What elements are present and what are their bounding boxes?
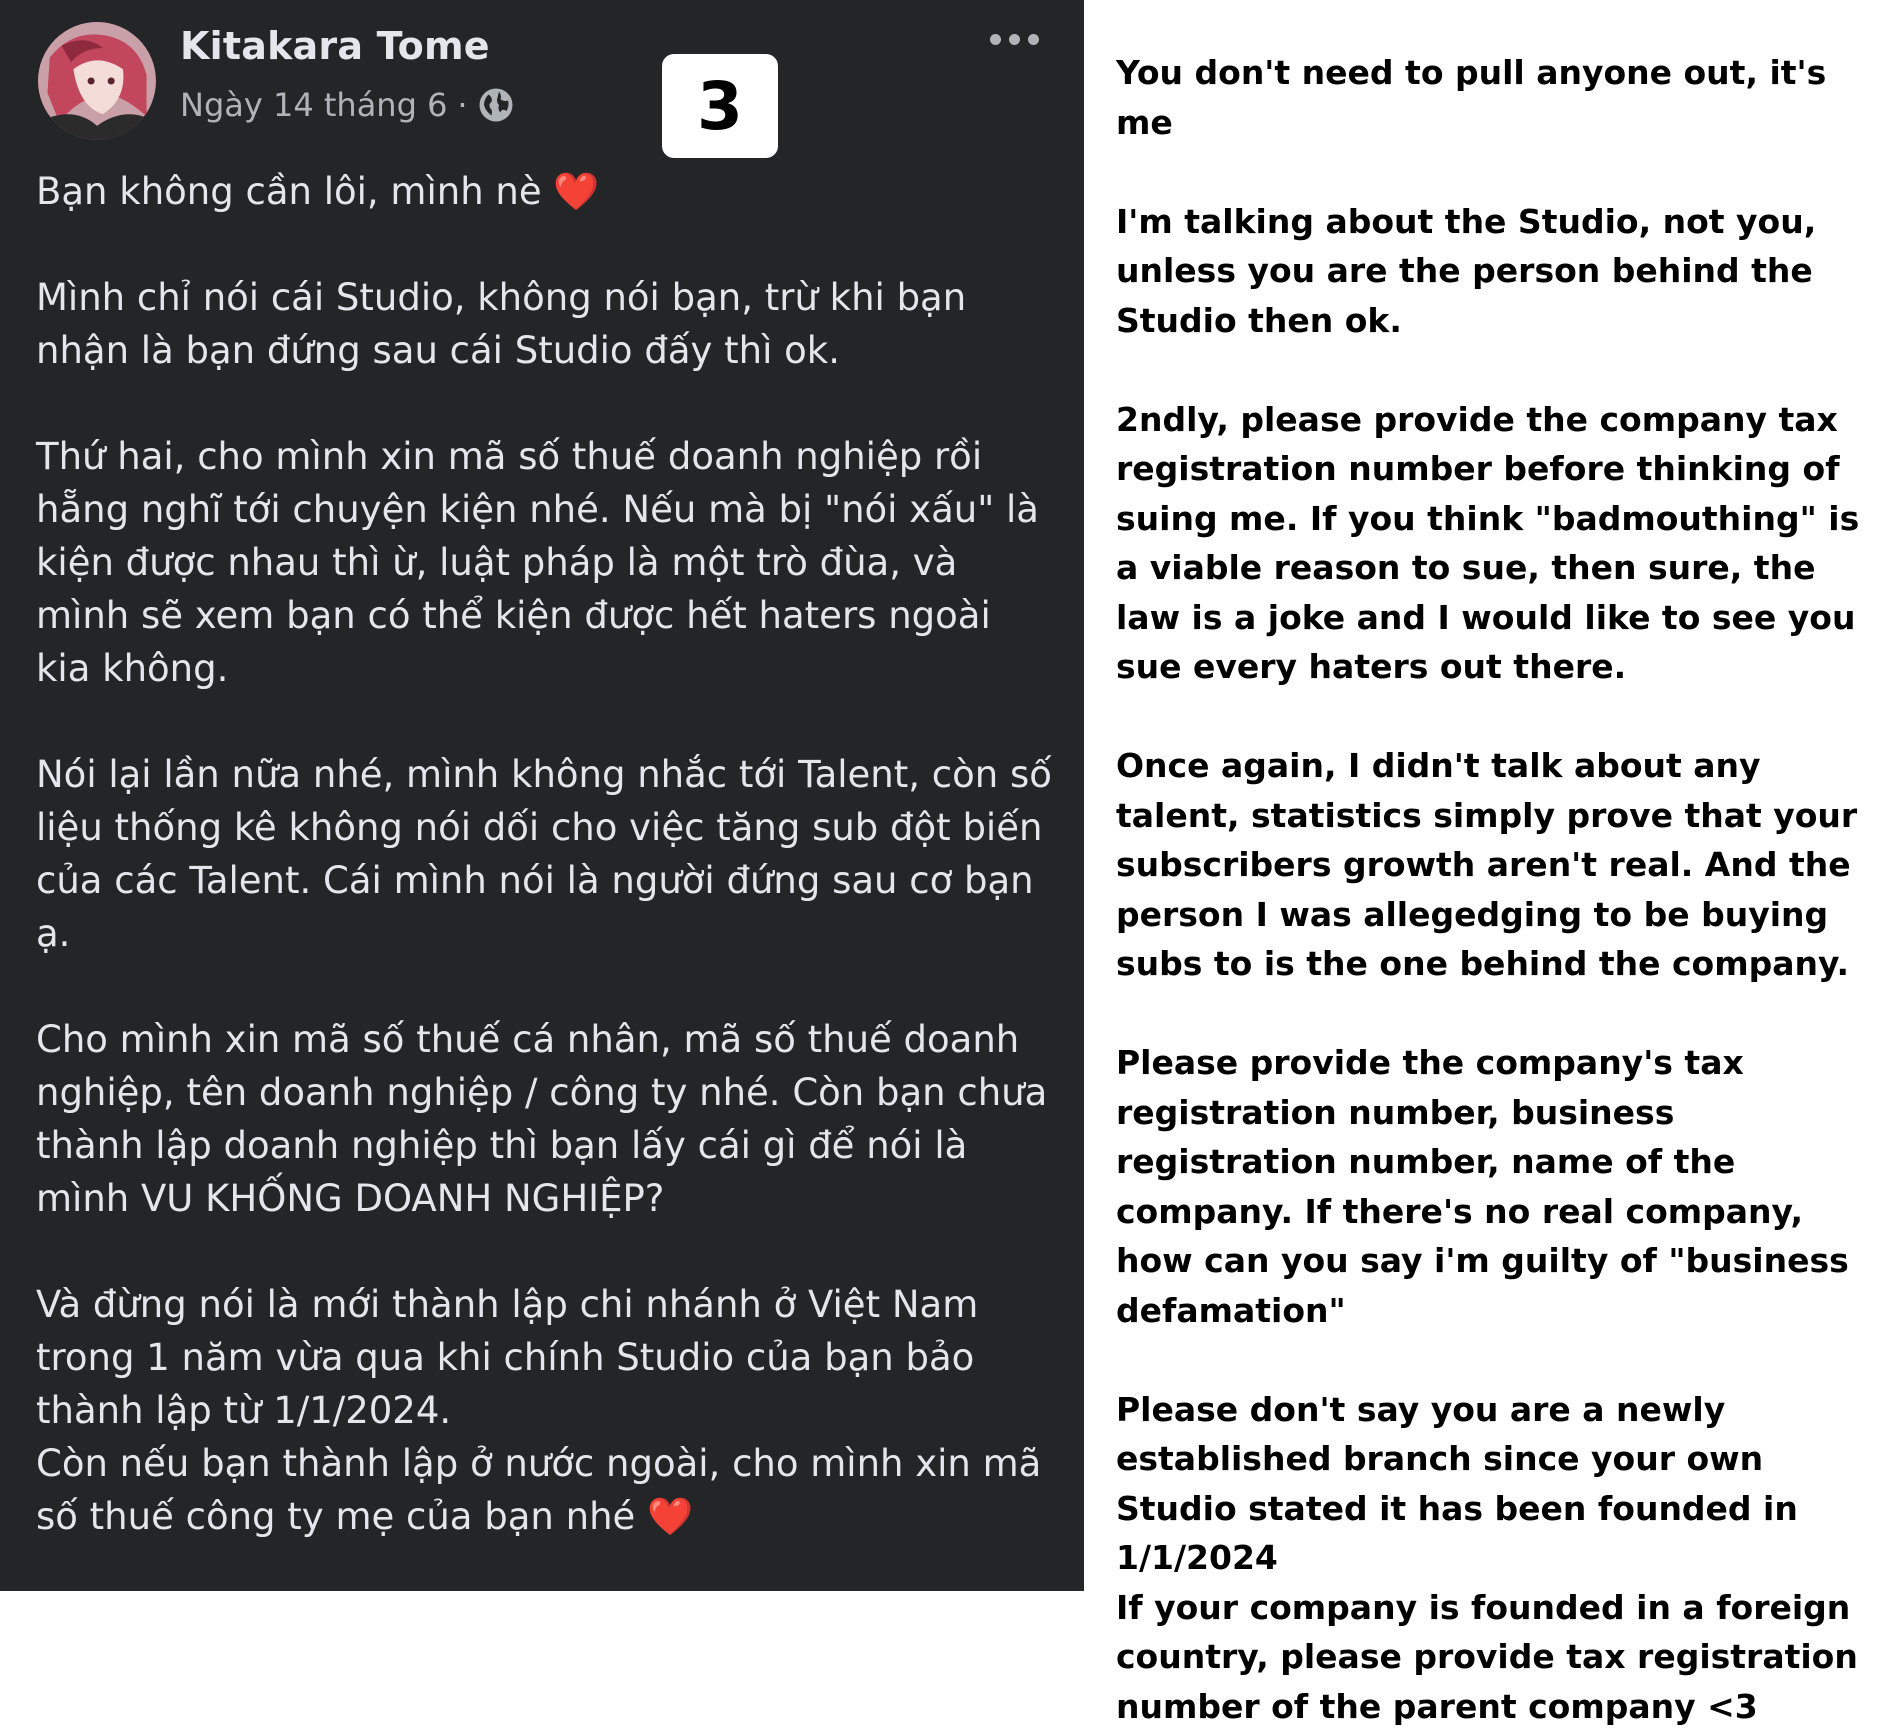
heart-emoji: ❤️ xyxy=(647,1495,693,1538)
english-translation xyxy=(1116,48,1876,1731)
post-meta xyxy=(180,86,514,124)
translation-paragraph: Please don't say you are a newly established branch since your own Studio stated it has been founded in 1/1/2024 xyxy=(1116,1385,1876,1583)
more-dot xyxy=(990,34,1001,45)
post-paragraph: Thứ hai, cho mình xin mã số thuế doanh nghiệp rồi hẵng nghĩ tới chuyện kiện nhé. Nếu mà bị "nói xấu" là kiện được nhau thì ừ, luật pháp là một trò đùa, và mình sẽ xem bạn có thể kiện được hết haters ngoài kia không. xyxy=(36,430,1056,695)
avatar-image xyxy=(38,22,156,140)
more-dot xyxy=(1028,34,1039,45)
translation-paragraph: I'm talking about the Studio, not you, unless you are the person behind the Studio then ok. xyxy=(1116,197,1876,346)
globe-icon[interactable] xyxy=(478,87,514,123)
post-paragraph: Mình chỉ nói cái Studio, không nói bạn, trừ khi bạn nhận là bạn đứng sau cái Studio đấy thì ok. xyxy=(36,271,1056,377)
translation-paragraph: Please provide the company's tax registration number, business registration number, name of the company. If there's no real company, how can you say i'm guilty of "business defamation" xyxy=(1116,1038,1876,1335)
post-paragraph: Và đừng nói là mới thành lập chi nhánh ở Việt Nam trong 1 năm vừa qua khi chính Studio của bạn bảo thành lập từ 1/1/2024. xyxy=(36,1278,1056,1437)
translation-paragraph: You don't need to pull anyone out, it's me xyxy=(1116,48,1876,147)
post-body xyxy=(36,165,1056,1543)
translation-paragraph: If your company is founded in a foreign country, please provide tax registration number of the parent company <3 xyxy=(1116,1583,1876,1731)
translation-paragraph: 2ndly, please provide the company tax registration number before thinking of suing me. If you think "badmouthing" is a viable reason to sue, then sure, the law is a joke and I would like to see you sue every haters out there. xyxy=(1116,395,1876,692)
post-paragraph: Cho mình xin mã số thuế cá nhân, mã số thuế doanh nghiệp, tên doanh nghiệp / công ty nhé. Còn bạn chưa thành lập doanh nghiệp thì bạn lấy cái gì để nói là mình VU KHỐNG DOANH NGHIỆP? xyxy=(36,1013,1056,1225)
image-number-badge: 3 xyxy=(662,54,778,158)
post-paragraph: Còn nếu bạn thành lập ở nước ngoài, cho mình xin mã số thuế công ty mẹ của bạn nhé ❤️ xyxy=(36,1437,1056,1543)
more-horizontal-icon[interactable] xyxy=(990,34,1039,45)
post-paragraph: Nói lại lần nữa nhé, mình không nhắc tới Talent, còn số liệu thống kê không nói dối cho việc tăng sub đột biến của các Talent. Cái mình nói là người đứng sau cơ bạn ạ. xyxy=(36,748,1056,960)
post-date[interactable]: Ngày 14 tháng 6 xyxy=(180,86,447,124)
translation-paragraph: Once again, I didn't talk about any talent, statistics simply prove that your subscribers growth aren't real. And the person I was allegedging to be buying subs to is the one behind the company. xyxy=(1116,741,1876,989)
author-name[interactable]: Kitakara Tome xyxy=(180,24,490,68)
heart-emoji: ❤️ xyxy=(553,170,599,213)
post-paragraph: Bạn không cần lôi, mình nè ❤️ xyxy=(36,165,1056,218)
more-dot xyxy=(1009,34,1020,45)
avatar[interactable] xyxy=(38,22,156,140)
meta-separator: · xyxy=(457,86,467,124)
